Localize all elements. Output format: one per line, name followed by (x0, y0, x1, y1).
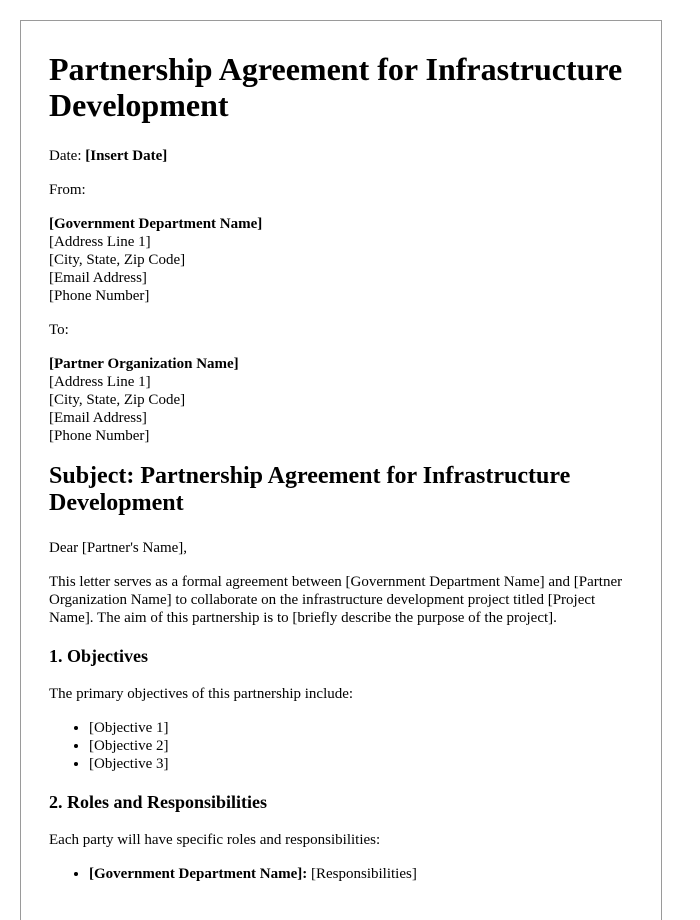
list-item: • [Objective 3] (89, 755, 633, 773)
sender-name: [Government Department Name] (49, 216, 263, 232)
date-label: Date: (49, 148, 82, 164)
objectives-heading: 1. Objectives (49, 646, 148, 666)
roles-list (49, 865, 633, 883)
objectives-text: The primary objectives of this partnership include: (49, 686, 354, 702)
letter-page (20, 20, 662, 920)
role-desc: [Responsibilities] (311, 866, 417, 882)
sender-email: [Email Address] (49, 270, 147, 286)
salutation: Dear [Partner's Name], (49, 540, 188, 556)
intro-paragraph: This letter serves as a formal agreement between [Government Department Name] and [Partner Organization Name] to collaborate on the infrastructure development project titled [Project Name]. The aim of this partnership is to [briefly describe the purpose of the project]. (49, 574, 623, 626)
from-label: From: (49, 182, 86, 198)
recipient-city: [City, State, Zip Code] (49, 392, 186, 408)
page-title: Partnership Agreement for Infrastructure Development (49, 51, 623, 123)
role-party: [Government Department Name]: (89, 866, 308, 882)
recipient-email: [Email Address] (49, 410, 147, 426)
list-item: • [Objective 1] (89, 719, 633, 737)
recipient-address-line: [Address Line 1] (49, 374, 151, 390)
roles-heading: 2. Roles and Responsibilities (49, 792, 268, 812)
recipient-address (49, 355, 633, 445)
list-item: • [Objective 2] (89, 737, 633, 755)
recipient-phone: [Phone Number] (49, 428, 150, 444)
subject-heading: Subject: Partnership Agreement for Infrastructure Development (49, 463, 571, 516)
sender-phone: [Phone Number] (49, 288, 150, 304)
list-item (89, 865, 633, 883)
objectives-list (49, 719, 633, 773)
date-value: [Insert Date] (85, 148, 168, 164)
recipient-name: [Partner Organization Name] (49, 356, 239, 372)
date-line (49, 147, 633, 165)
roles-text: Each party will have specific roles and responsibilities: (49, 832, 381, 848)
to-label: To: (49, 322, 69, 338)
sender-address (49, 215, 633, 305)
sender-address-line: [Address Line 1] (49, 234, 151, 250)
sender-city: [City, State, Zip Code] (49, 252, 186, 268)
